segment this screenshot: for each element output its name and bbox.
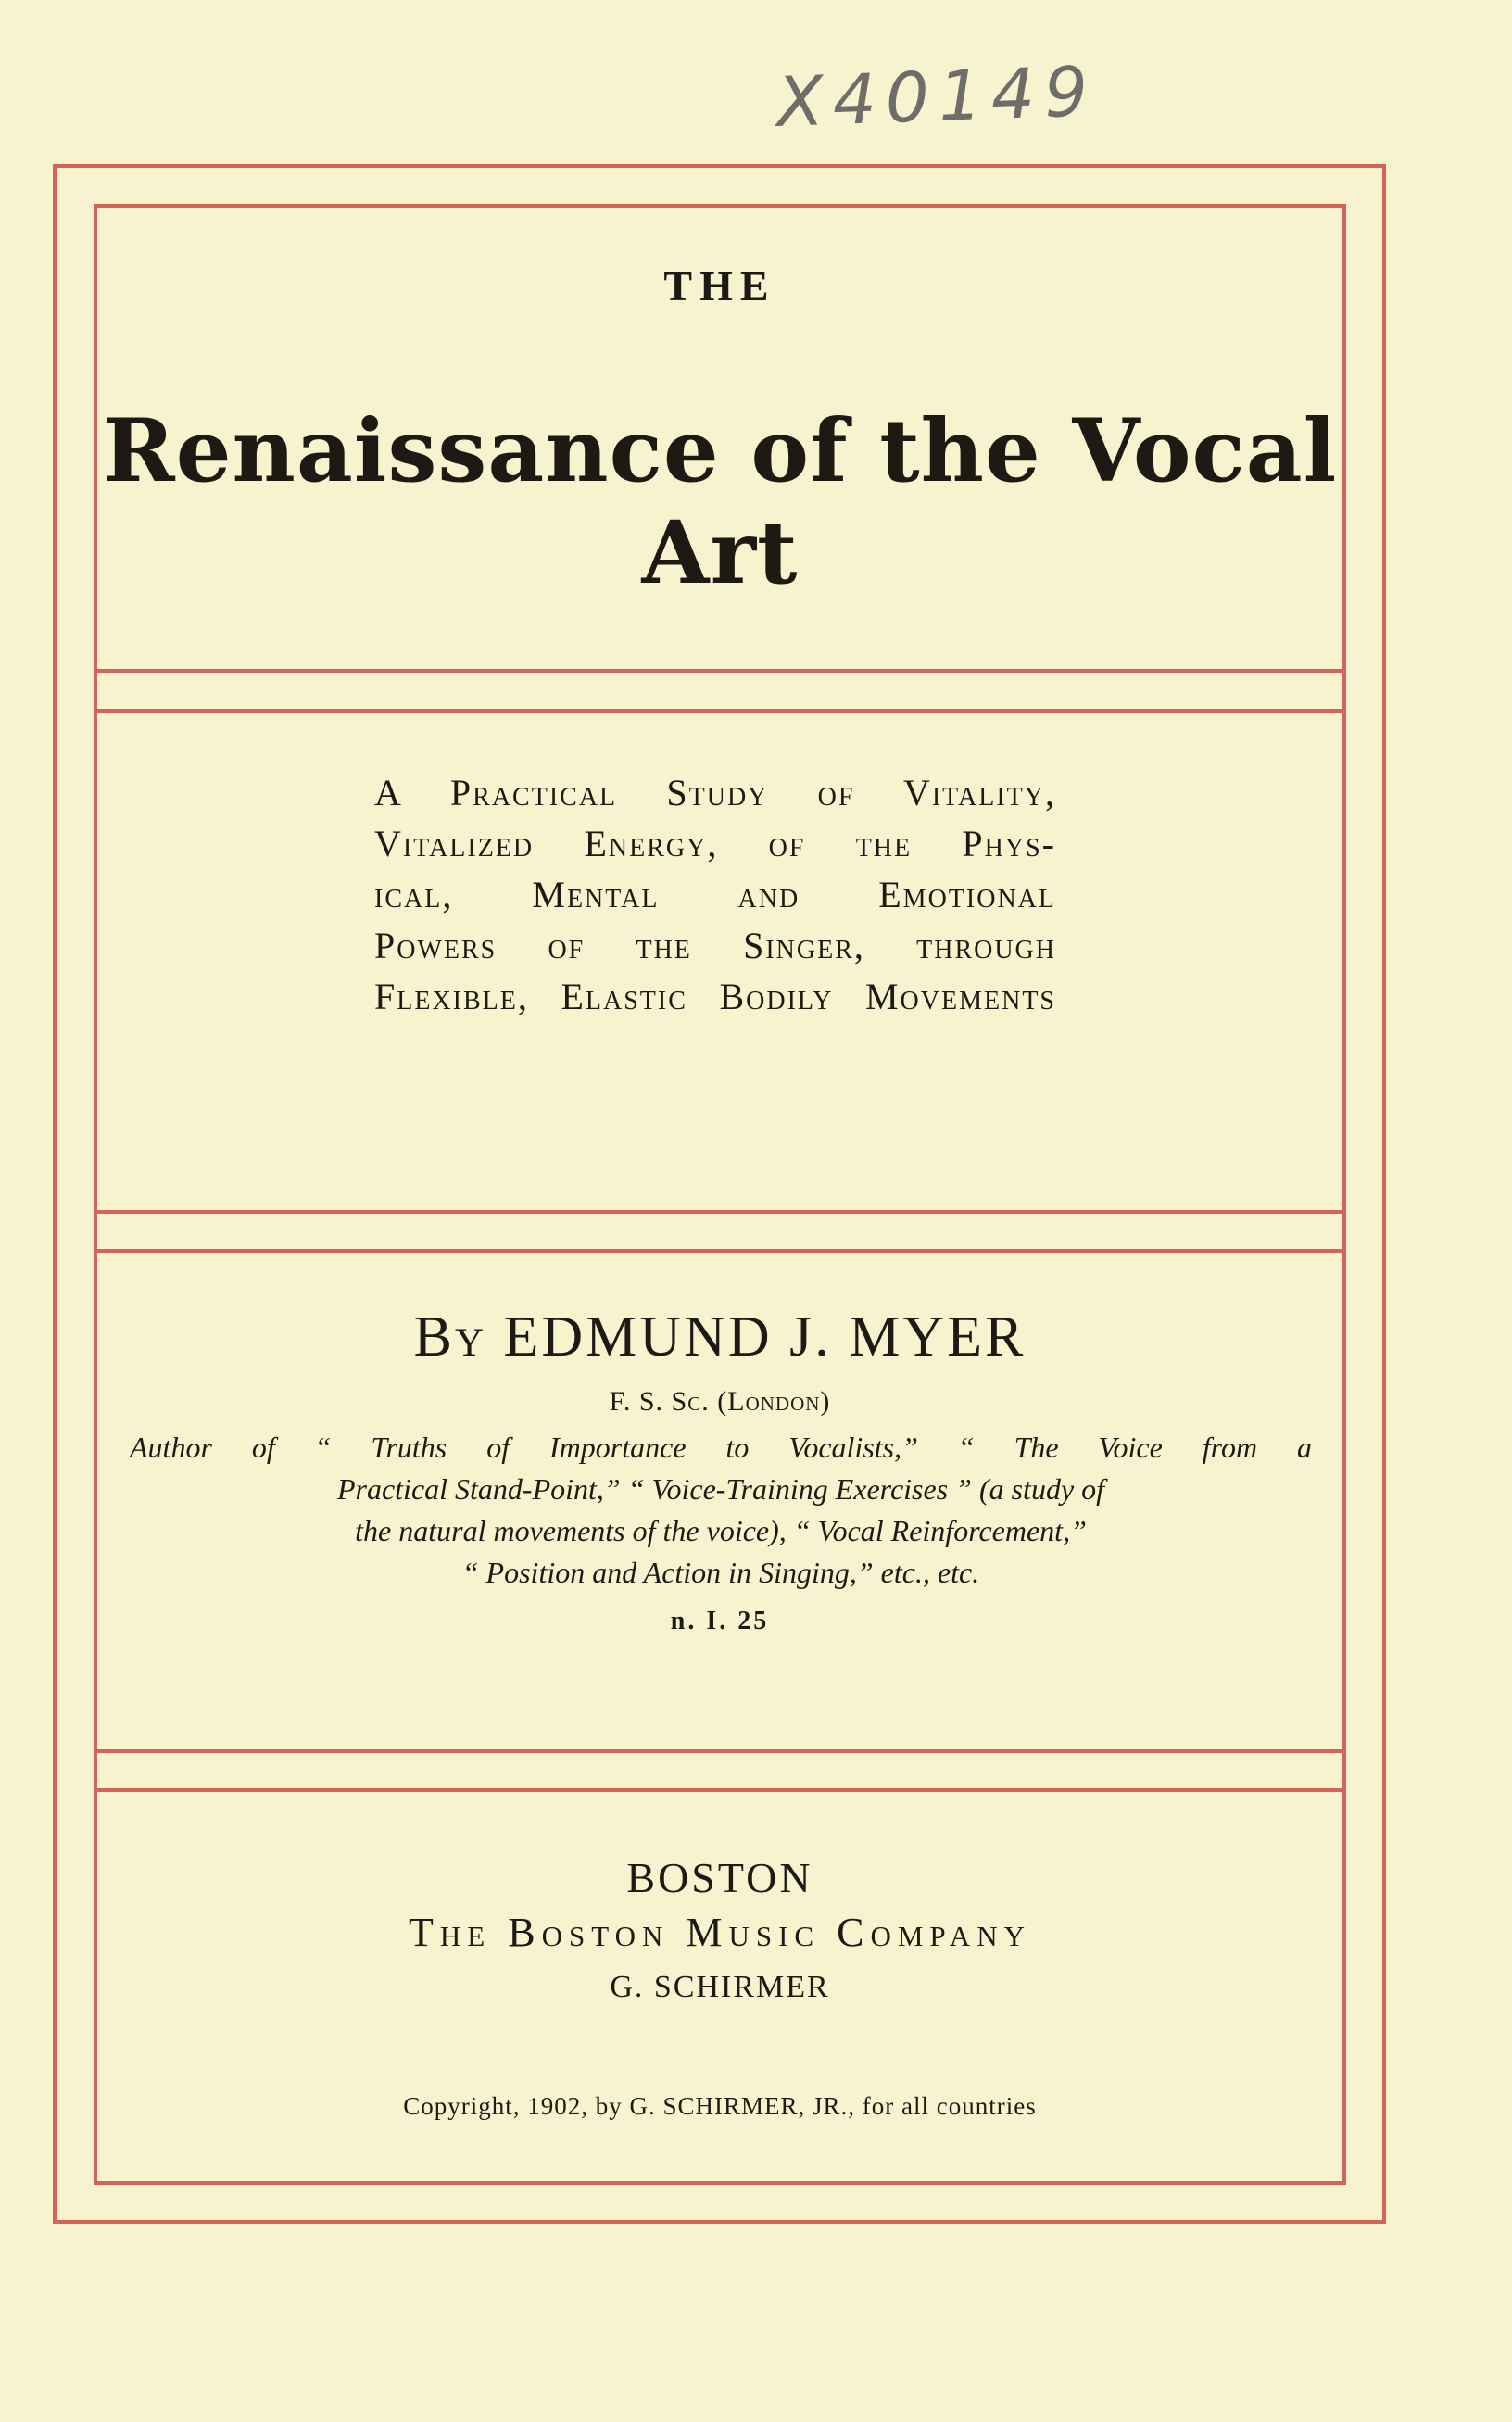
handwritten-shelfmark: X40149: [775, 51, 1099, 144]
works-line: the natural movements of the voice), “ Vocal Reinforcement,”: [355, 1514, 1087, 1547]
divider-rule: [94, 1210, 1346, 1214]
imprint-publisher-secondary: G. SCHIRMER: [610, 1970, 830, 2004]
works-line: Author of “ Truths of Importance to Vocalists,” “ The Voice from a: [130, 1431, 1312, 1464]
divider-rule: [94, 1249, 1346, 1253]
divider-rule: [94, 1788, 1346, 1792]
subtitle-line: Powers of the Singer, through: [374, 925, 1056, 966]
divider-rule: [94, 669, 1346, 673]
subtitle-line: A Practical Study of Vitality,: [374, 772, 1056, 814]
works-line: Practical Stand-Point,” “ Voice-Training Exercises ” (a study of: [336, 1472, 1105, 1506]
catalog-code: n. I. 25: [670, 1607, 770, 1635]
imprint-city: BOSTON: [626, 1854, 813, 1901]
by-label: By: [413, 1306, 487, 1369]
imprint-publisher: The Boston Music Company: [409, 1910, 1031, 1955]
author-name: EDMUND J. MYER: [503, 1306, 1027, 1369]
works-line: “ Position and Action in Singing,” etc., etc.: [461, 1556, 980, 1589]
book-title: Renaissance of the Vocal Art: [102, 400, 1338, 604]
divider-rule: [94, 709, 1346, 713]
copyright-notice: Copyright, 1902, by G. SCHIRMER, JR., for all countries: [403, 2092, 1037, 2120]
author-works: [130, 1427, 1312, 1594]
subtitle-line: Flexible, Elastic Bodily Movements: [374, 976, 1056, 1017]
subtitle-line: Vitalized Energy, of the Phys-: [374, 823, 1056, 864]
subtitle-line: ical, Mental and Emotional: [374, 874, 1056, 915]
author-credentials: F. S. Sc. (London): [609, 1386, 831, 1417]
subtitle-block: [374, 767, 1056, 1022]
title-article: THE: [663, 262, 776, 309]
author-line: [94, 1305, 1346, 1370]
divider-rule: [94, 1749, 1346, 1753]
